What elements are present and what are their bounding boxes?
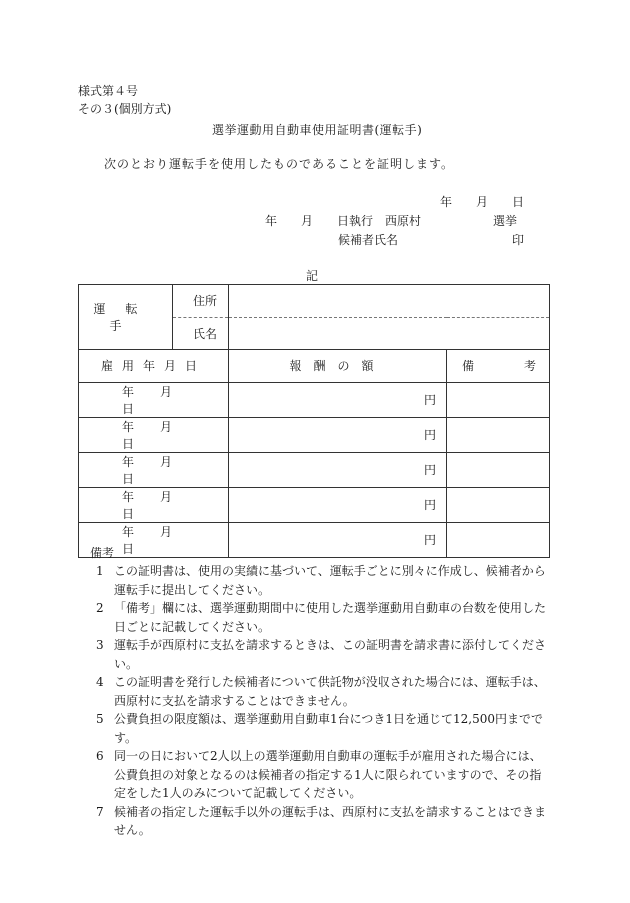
address-row (79, 285, 550, 318)
seal-mark: 印 (512, 233, 525, 247)
name-field[interactable] (229, 317, 550, 350)
month-unit: 月 (160, 384, 173, 399)
election-line: 年 月 日執行 西原村 選挙 (265, 214, 518, 228)
address-label: 住所 (173, 285, 229, 318)
note-number: 2 (96, 601, 104, 615)
note-number: 5 (96, 712, 104, 726)
note-number: 7 (96, 804, 104, 819)
address-field[interactable] (229, 285, 550, 318)
note-number: 1 (96, 564, 104, 578)
certification-statement: 次のとおり運転手を使用したものであることを証明します。 (104, 157, 455, 171)
payment-cell[interactable]: 円 (229, 417, 447, 452)
certificate-table (78, 284, 550, 558)
table-row (79, 417, 550, 452)
name-label: 氏名 (173, 317, 229, 350)
candidate-name-label: 候補者氏名 (338, 233, 399, 247)
date-cell[interactable] (79, 417, 229, 452)
notes-list (96, 562, 551, 840)
remarks-cell[interactable] (447, 417, 550, 452)
day-unit: 日 (122, 541, 135, 556)
note-text: この証明書を発行した候補者について供託物が没収された場合には、運転手は、西原村に支払を請求することはできません。 (114, 675, 546, 708)
payment-cell[interactable]: 円 (229, 522, 447, 557)
table-row (79, 487, 550, 522)
remarks-cell[interactable] (447, 452, 550, 487)
remarks-char-2: 考 (523, 359, 536, 374)
driver-label: 運転手 (79, 285, 173, 350)
year-unit: 年 (122, 384, 135, 399)
note-text: 同一の日において2人以上の選挙運動用自動車の運転手が雇用された場合には、公費負担の対象となるのは候補者の指定する1人に限られていますので、その指定をした1人のみについて記載してください。 (114, 749, 542, 800)
month-unit: 月 (160, 489, 173, 504)
record-mark: 記 (306, 269, 319, 283)
note-text: この証明書は、使用の実績に基づいて、運転手ごとに別々に作成し、候補者から運転手に提出してください。 (114, 564, 546, 597)
table-row (79, 452, 550, 487)
remarks-cell[interactable] (447, 522, 550, 557)
year-unit: 年 (122, 419, 135, 434)
payment-cell[interactable]: 円 (229, 382, 447, 417)
month-unit: 月 (160, 419, 173, 434)
table-row (79, 382, 550, 417)
list-item (96, 599, 551, 636)
day-unit: 日 (122, 436, 135, 451)
note-text: 「備考」欄には、選挙運動期間中に使用した選挙運動用自動車の台数を使用した日ごとに記載してください。 (114, 601, 547, 634)
form-number: 様式第４号 (78, 84, 139, 98)
year-unit: 年 (122, 524, 135, 539)
note-number: 6 (96, 749, 104, 763)
col-header-employment-date: 雇用年月日 (79, 350, 229, 383)
note-text: 公費負担の限度額は、選挙運動用自動車1台につき1日を通じて12,500円までです。 (114, 712, 544, 745)
note-number: 3 (96, 638, 104, 652)
list-item (96, 636, 551, 673)
certification-date: 年 月 日 (440, 195, 525, 209)
note-text: 運転手が西原村に支払を請求するときは、この証明書を請求書に添付してください。 (114, 638, 547, 671)
remarks-char-1: 備 (462, 359, 475, 374)
day-unit: 日 (122, 401, 135, 416)
date-cell[interactable] (79, 382, 229, 417)
year-unit: 年 (122, 489, 135, 504)
year-unit: 年 (122, 454, 135, 469)
header-row (79, 350, 550, 383)
note-number: 4 (96, 675, 104, 689)
remarks-cell[interactable] (447, 382, 550, 417)
payment-cell[interactable]: 円 (229, 452, 447, 487)
day-unit: 日 (122, 471, 135, 486)
month-unit: 月 (160, 454, 173, 469)
candidate-name-line (338, 231, 525, 248)
list-item (96, 710, 551, 747)
col-header-remarks (447, 350, 550, 383)
date-cell[interactable] (79, 487, 229, 522)
col-header-payment: 報酬の額 (229, 350, 447, 383)
list-item (96, 673, 551, 710)
form-variant: その３(個別方式) (78, 102, 172, 116)
note-text: 候補者の指定した運転手以外の運転手は、西原村に支払を請求することはできません。 (114, 804, 547, 837)
remarks-cell[interactable] (447, 487, 550, 522)
list-item (96, 562, 551, 599)
month-unit: 月 (160, 524, 173, 539)
list-item (96, 747, 551, 803)
date-cell[interactable] (79, 452, 229, 487)
payment-cell[interactable]: 円 (229, 487, 447, 522)
day-unit: 日 (122, 506, 135, 521)
list-item (96, 803, 551, 840)
notes-heading: 備考 (90, 546, 115, 560)
table-row (79, 522, 550, 557)
document-title: 選挙運動用自動車使用証明書(運転手) (212, 123, 423, 137)
